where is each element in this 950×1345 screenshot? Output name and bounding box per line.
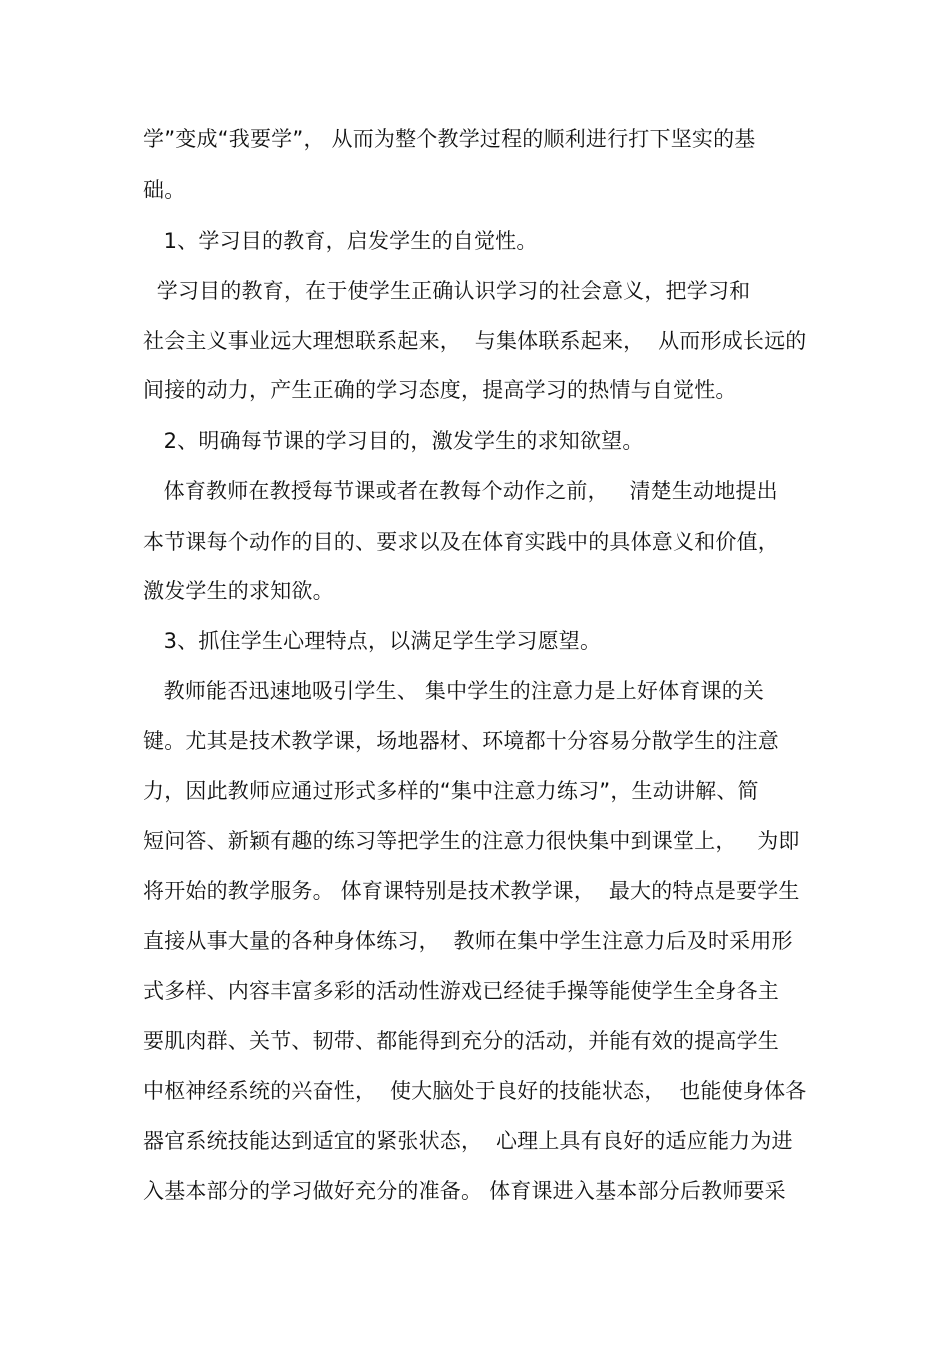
text-line: 激发学生的求知欲。 <box>143 579 334 603</box>
text-line: 间接的动力，产生正确的学习态度，提高学习的热情与自觉性。 <box>143 378 737 402</box>
text-line: 础。 <box>143 178 186 202</box>
text-line: 社会主义事业远大理想联系起来， 与集体联系起来， 从而形成长远的 <box>143 329 807 353</box>
text-line: 要肌肉群、关节、韧带、都能得到充分的活动，并能有效的提高学生 <box>143 1029 779 1053</box>
text-line: 体育教师在教授每节课或者在教每个动作之前， 清楚生动地提出 <box>143 479 778 503</box>
text-line: 短问答、新颖有趣的练习等把学生的注意力很快集中到课堂上， 为即 <box>143 829 800 853</box>
text-line: 直接从事大量的各种身体练习， 教师在集中学生注意力后及时采用形 <box>143 929 793 953</box>
text-line: 学习目的教育，在于使学生正确认识学习的社会意义，把学习和 <box>143 279 751 303</box>
text-line: 力，因此教师应通过形式多样的“集中注意力练习”，生动讲解、简 <box>143 779 759 803</box>
text-line: 将开始的教学服务。 体育课特别是技术教学课， 最大的特点是要学生 <box>143 879 800 903</box>
section-heading: 3、抓住学生心理特点，以满足学生学习愿望。 <box>143 629 602 653</box>
section-heading: 1、学习目的教育，启发学生的自觉性。 <box>143 229 538 253</box>
section-heading: 2、明确每节课的学习目的，激发学生的求知欲望。 <box>143 429 644 453</box>
text-line: 式多样、内容丰富多彩的活动性游戏已经徒手操等能使学生全身各主 <box>143 979 779 1003</box>
text-line: 中枢神经系统的兴奋性， 使大脑处于良好的技能状态， 也能使身体各 <box>143 1079 807 1103</box>
text-line: 本节课每个动作的目的、要求以及在体育实践中的具体意义和价值， <box>143 530 779 554</box>
text-line: 教师能否迅速地吸引学生、 集中学生的注意力是上好体育课的关 <box>143 679 765 703</box>
text-line: 入基本部分的学习做好充分的准备。 体育课进入基本部分后教师要采 <box>143 1179 786 1203</box>
text-line: 学”变成“我要学”， 从而为整个教学过程的顺利进行打下坚实的基 <box>143 127 756 151</box>
text-line: 键。尤其是技术教学课，场地器材、环境都十分容易分散学生的注意 <box>143 729 779 753</box>
text-line: 器官系统技能达到适宜的紧张状态， 心理上具有良好的适应能力为进 <box>143 1129 793 1153</box>
